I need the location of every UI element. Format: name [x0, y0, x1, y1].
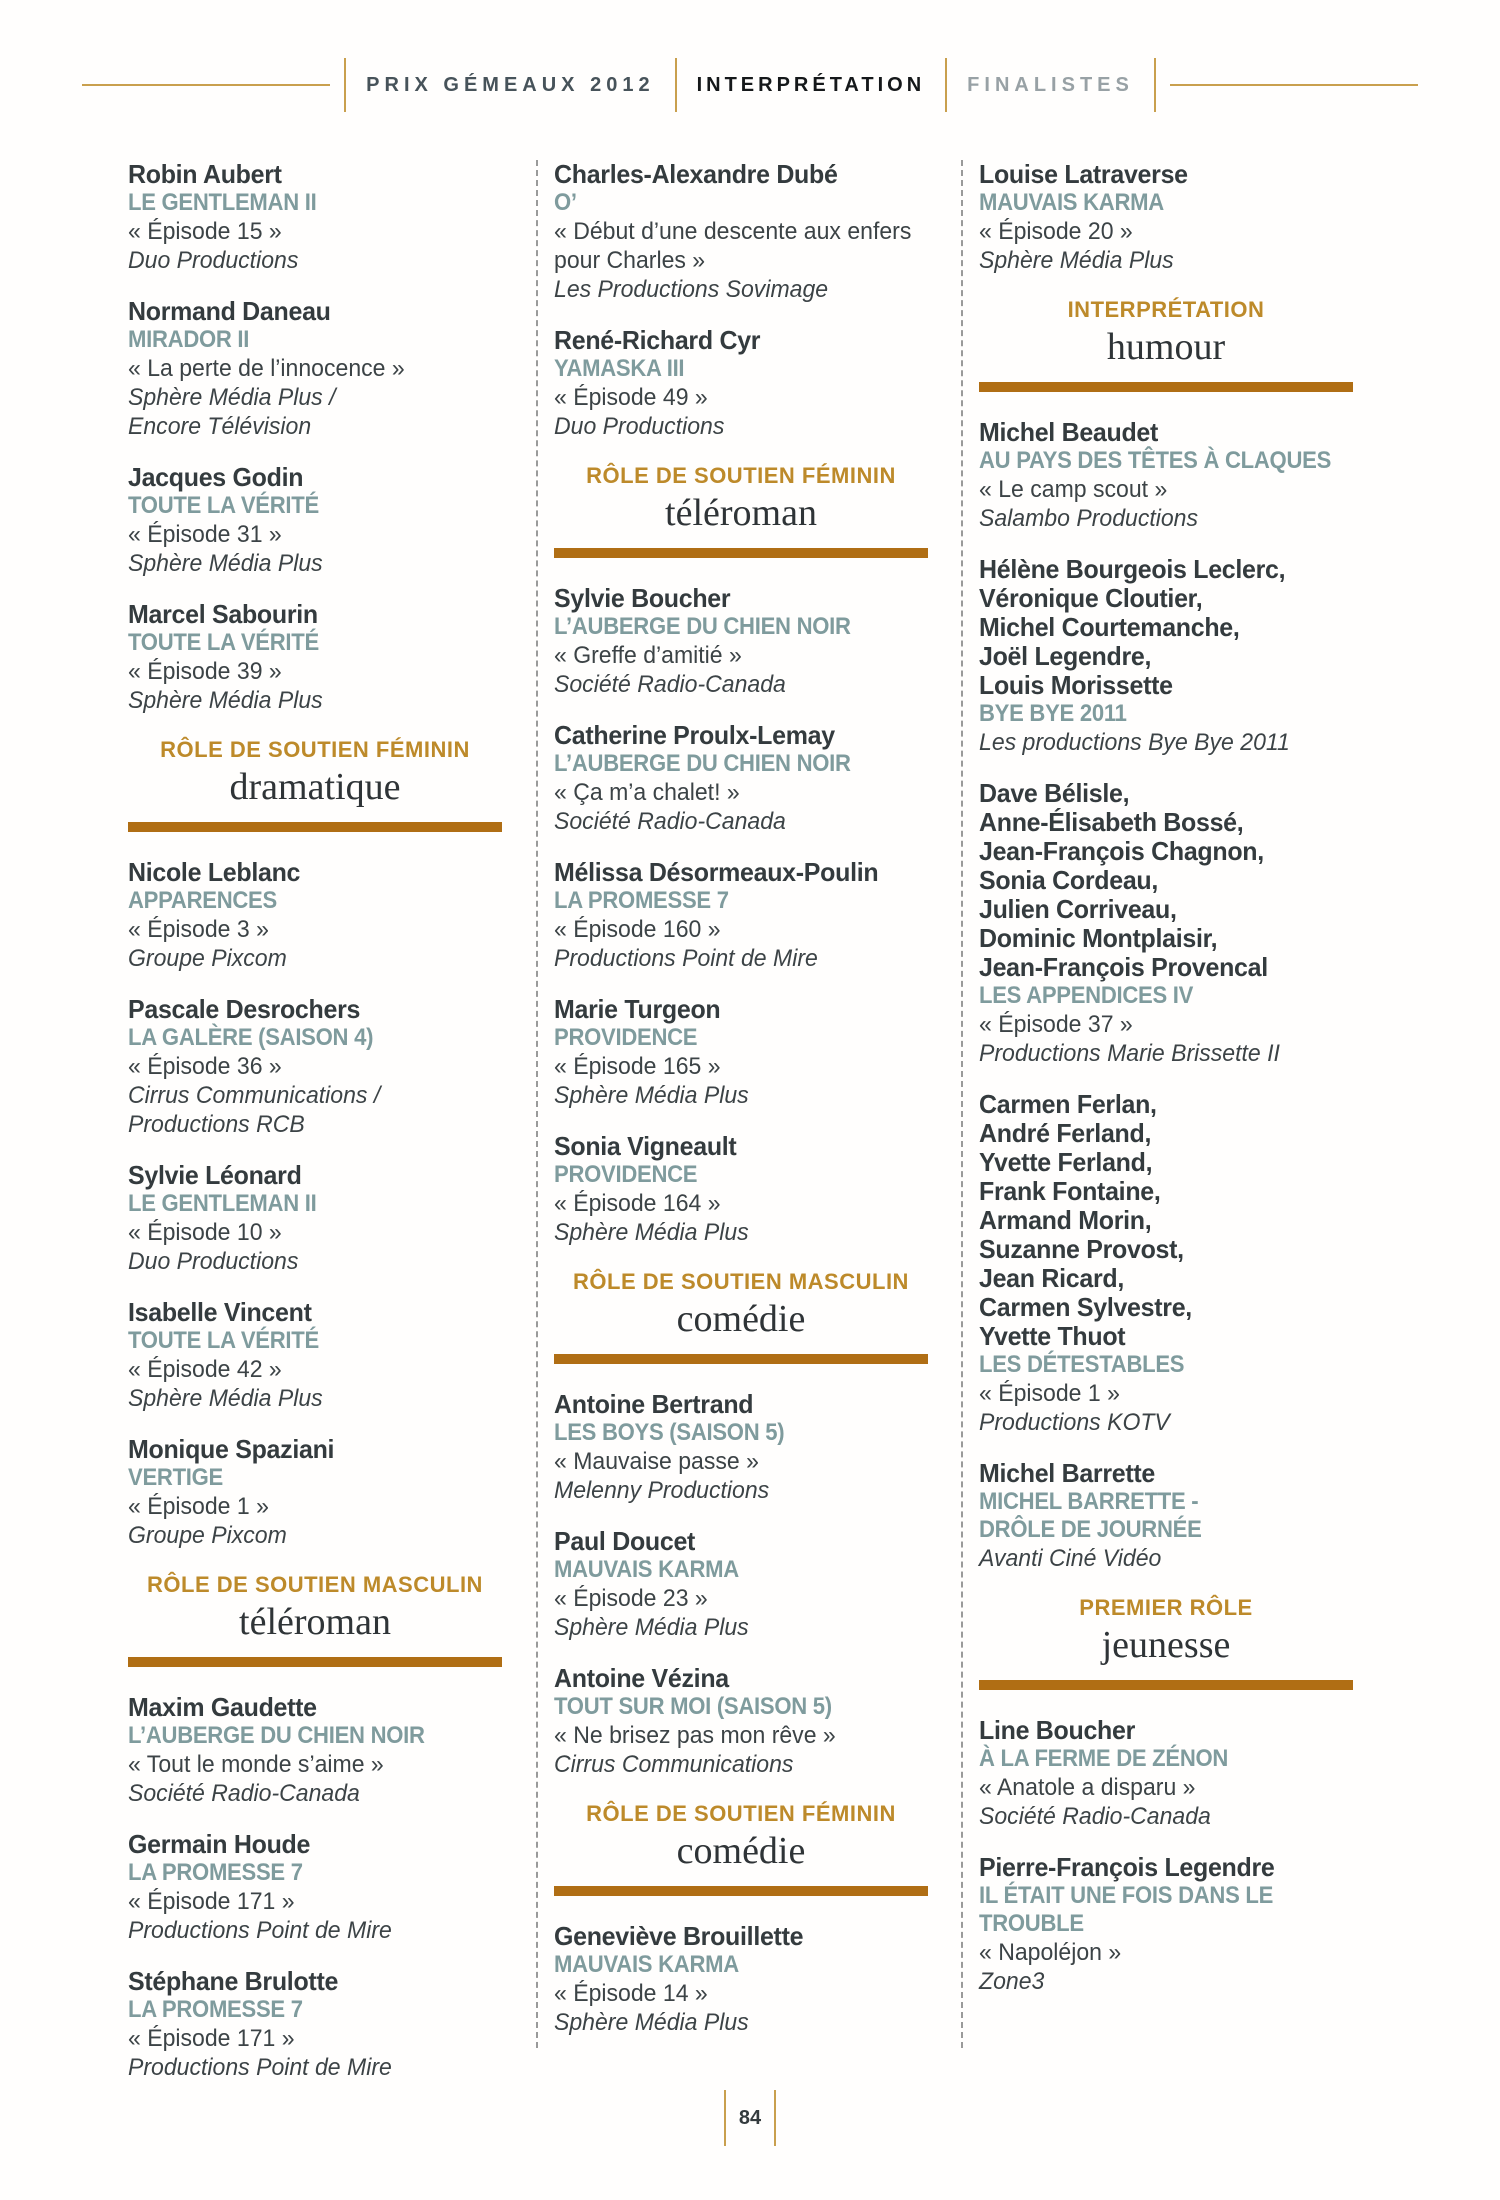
entry	[128, 600, 502, 715]
page-title: PRIX GÉMEAUX 2012	[366, 73, 655, 96]
entry	[128, 463, 502, 578]
entry	[979, 1853, 1353, 1996]
nominee-name: Pierre-François Legendre	[979, 1852, 1275, 1882]
entry	[554, 1922, 928, 2037]
column-divider	[961, 160, 963, 2048]
finalists-column	[128, 160, 502, 2104]
episode-title: « Ne brisez pas mon rêve »	[554, 1722, 836, 1749]
nominee-name: Geneviève Brouillette	[554, 1921, 804, 1951]
nominee-name: Paul Doucet	[554, 1526, 696, 1556]
production-company: Cirrus Communications /	[128, 1082, 381, 1109]
category-label: RÔLE DE SOUTIEN FÉMININ	[586, 1801, 896, 1826]
show-title: MAUVAIS KARMA	[554, 1951, 739, 1978]
entry	[554, 1664, 928, 1779]
header-rule-right	[1170, 84, 1418, 86]
finalists-column	[979, 160, 1353, 2018]
production-company: Productions Point de Mire	[128, 2054, 392, 2081]
production-company: Duo Productions	[554, 413, 725, 440]
category-rule	[128, 1657, 502, 1667]
category-genre: téléroman	[239, 1601, 391, 1643]
nominee-name: Anne-Élisabeth Bossé,	[979, 807, 1244, 837]
nominee-name: Hélène Bourgeois Leclerc,	[979, 554, 1286, 584]
finalists-column	[554, 160, 928, 2059]
show-title: L’AUBERGE DU CHIEN NOIR	[554, 750, 851, 777]
show-title: MAUVAIS KARMA	[979, 189, 1164, 216]
show-title: L’AUBERGE DU CHIEN NOIR	[554, 613, 851, 640]
production-company: Productions KOTV	[979, 1409, 1170, 1436]
nominee-name: Mélissa Désormeaux-Poulin	[554, 857, 879, 887]
show-title: LA PROMESSE 7	[128, 1859, 303, 1886]
nominee-name: Sylvie Boucher	[554, 583, 731, 613]
column-divider	[536, 160, 538, 2048]
nominee-name: Antoine Bertrand	[554, 1389, 754, 1419]
category-rule	[979, 382, 1353, 392]
episode-title: « Épisode 1 »	[128, 1493, 269, 1520]
category-genre: humour	[1106, 326, 1226, 368]
nominee-name: Yvette Ferland,	[979, 1147, 1153, 1177]
episode-title: « Épisode 36 »	[128, 1053, 282, 1080]
production-company: Encore Télévision	[128, 413, 312, 440]
nominee-name: Louise Latraverse	[979, 159, 1188, 189]
entry	[554, 995, 928, 1110]
show-title: MAUVAIS KARMA	[554, 1556, 739, 1583]
show-title: MIRADOR II	[128, 326, 250, 353]
show-title: IL ÉTAIT UNE FOIS DANS LE	[979, 1882, 1274, 1909]
category-rule	[979, 1680, 1353, 1690]
entry	[554, 326, 928, 441]
entry	[554, 160, 928, 304]
production-company: Sphère Média Plus /	[128, 384, 336, 411]
show-title: TOUTE LA VÉRITÉ	[128, 1327, 319, 1354]
episode-title: « Épisode 23 »	[554, 1585, 708, 1612]
production-company: Zone3	[979, 1968, 1045, 1995]
nominee-name: René-Richard Cyr	[554, 325, 761, 355]
nominee-name: Stéphane Brulotte	[128, 1966, 339, 1996]
episode-title: « Début d’une descente aux enfers	[554, 218, 912, 245]
nominee-name: Pascale Desrochers	[128, 994, 361, 1024]
show-title: YAMASKA III	[554, 355, 685, 382]
show-title: LES BOYS (SAISON 5)	[554, 1419, 785, 1446]
nominee-name: Jean Ricard,	[979, 1263, 1124, 1293]
nominee-name: Armand Morin,	[979, 1205, 1152, 1235]
category-label: RÔLE DE SOUTIEN FÉMININ	[586, 463, 896, 488]
nominee-name: Suzanne Provost,	[979, 1234, 1184, 1264]
nominee-name: Maxim Gaudette	[128, 1692, 317, 1722]
entry	[979, 160, 1353, 275]
episode-title: « Épisode 164 »	[554, 1190, 721, 1217]
show-title: MICHEL BARRETTE -	[979, 1488, 1199, 1515]
show-title: LA PROMESSE 7	[128, 1996, 303, 2023]
category-genre: jeunesse	[1101, 1624, 1231, 1666]
production-company: Avanti Ciné Vidéo	[979, 1545, 1162, 1572]
episode-title: « Épisode 42 »	[128, 1356, 282, 1383]
entry	[554, 721, 928, 836]
nominee-name: Isabelle Vincent	[128, 1297, 312, 1327]
nominee-name: Jean-François Provencal	[979, 952, 1268, 982]
show-title: TOUT SUR MOI (SAISON 5)	[554, 1693, 832, 1720]
show-title: TOUTE LA VÉRITÉ	[128, 492, 319, 519]
nominee-name: Normand Daneau	[128, 296, 331, 326]
nominee-name: Michel Barrette	[979, 1458, 1156, 1488]
category-genre: dramatique	[229, 766, 401, 808]
entry	[128, 297, 502, 441]
entry	[128, 995, 502, 1139]
production-company: Salambo Productions	[979, 505, 1199, 532]
production-company: Duo Productions	[128, 247, 299, 274]
episode-title: « Épisode 10 »	[128, 1219, 282, 1246]
production-company: Productions Point de Mire	[128, 1917, 392, 1944]
nominee-name: Sonia Vigneault	[554, 1131, 737, 1161]
entry	[554, 858, 928, 973]
production-company: Productions RCB	[128, 1111, 305, 1138]
show-title: VERTIGE	[128, 1464, 224, 1491]
show-title: LES APPENDICES IV	[979, 982, 1194, 1009]
category-section	[128, 1572, 502, 1667]
header-divider	[945, 58, 947, 112]
episode-title: « Épisode 160 »	[554, 916, 721, 943]
show-title: DRÔLE DE JOURNÉE	[979, 1516, 1202, 1543]
entry	[979, 1090, 1353, 1437]
category-rule	[554, 1886, 928, 1896]
show-title: O’	[554, 189, 577, 216]
category-section	[554, 463, 928, 558]
nominee-name: Carmen Ferlan,	[979, 1089, 1157, 1119]
episode-title: « Épisode 39 »	[128, 658, 282, 685]
show-title: PROVIDENCE	[554, 1024, 698, 1051]
entry	[554, 1390, 928, 1505]
show-title: AU PAYS DES TÊTES À CLAQUES	[979, 447, 1332, 474]
category-section	[128, 737, 502, 832]
production-company: Les productions Bye Bye 2011	[979, 729, 1290, 756]
episode-title: « Épisode 31 »	[128, 521, 282, 548]
nominee-name: Charles-Alexandre Dubé	[554, 159, 838, 189]
nominee-name: Frank Fontaine,	[979, 1176, 1161, 1206]
production-company: Productions Marie Brissette II	[979, 1040, 1280, 1067]
production-company: Sphère Média Plus	[554, 1219, 749, 1246]
nominee-name: Antoine Vézina	[554, 1663, 729, 1693]
page-subsection-title: FINALISTES	[967, 73, 1134, 96]
show-title: À LA FERME DE ZÉNON	[979, 1745, 1229, 1772]
page-section-title: INTERPRÉTATION	[696, 73, 926, 96]
episode-title: « Greffe d’amitié »	[554, 642, 742, 669]
episode-title: « Épisode 171 »	[128, 2025, 295, 2052]
episode-title: « Tout le monde s’aime »	[128, 1751, 384, 1778]
category-label: RÔLE DE SOUTIEN MASCULIN	[573, 1269, 909, 1294]
production-company: Productions Point de Mire	[554, 945, 818, 972]
category-section	[979, 1595, 1353, 1690]
nominee-name: Robin Aubert	[128, 159, 282, 189]
entry	[128, 1298, 502, 1413]
nominee-name: Louis Morissette	[979, 670, 1173, 700]
episode-title: « Épisode 14 »	[554, 1980, 708, 2007]
entry	[554, 1527, 928, 1642]
nominee-name: Catherine Proulx-Lemay	[554, 720, 835, 750]
entry	[128, 1830, 502, 1945]
category-label: PREMIER RÔLE	[1079, 1595, 1253, 1620]
entry	[554, 584, 928, 699]
production-company: Sphère Média Plus	[554, 2009, 749, 2036]
episode-title: « Épisode 165 »	[554, 1053, 721, 1080]
page-number: 84	[738, 2106, 762, 2129]
nominee-name: Jacques Godin	[128, 462, 304, 492]
show-title: APPARENCES	[128, 887, 277, 914]
nominee-name: Michel Beaudet	[979, 417, 1159, 447]
entry	[979, 555, 1353, 757]
entry	[979, 418, 1353, 533]
episode-title: « Épisode 37 »	[979, 1011, 1133, 1038]
production-company: Groupe Pixcom	[128, 1522, 287, 1549]
episode-title: « Épisode 3 »	[128, 916, 269, 943]
production-company: Société Radio-Canada	[554, 671, 786, 698]
show-title: BYE BYE 2011	[979, 700, 1127, 727]
nominee-name: Carmen Sylvestre,	[979, 1292, 1192, 1322]
show-title: TROUBLE	[979, 1910, 1084, 1937]
entry	[979, 1716, 1353, 1831]
header-rule-left	[82, 84, 330, 86]
nominee-name: Marcel Sabourin	[128, 599, 318, 629]
show-title: LE GENTLEMAN II	[128, 1190, 317, 1217]
nominee-name: André Ferland,	[979, 1118, 1152, 1148]
category-section	[554, 1801, 928, 1896]
production-company: Les Productions Sovimage	[554, 276, 829, 303]
nominee-name: Yvette Thuot	[979, 1321, 1126, 1351]
category-section	[979, 297, 1353, 392]
production-company: Sphère Média Plus	[979, 247, 1174, 274]
page-header	[0, 58, 1500, 112]
header-divider	[344, 58, 346, 112]
nominee-name: Dominic Montplaisir,	[979, 923, 1218, 953]
entry	[128, 858, 502, 973]
production-company: Sphère Média Plus	[128, 1385, 323, 1412]
category-rule	[128, 822, 502, 832]
episode-title: pour Charles »	[554, 247, 706, 274]
episode-title: « Épisode 1 »	[979, 1380, 1120, 1407]
show-title: LA PROMESSE 7	[554, 887, 729, 914]
entry	[128, 1693, 502, 1808]
category-label: RÔLE DE SOUTIEN FÉMININ	[160, 737, 470, 762]
nominee-name: Marie Turgeon	[554, 994, 721, 1024]
entry	[128, 160, 502, 275]
episode-title: « Ça m’a chalet! »	[554, 779, 740, 806]
production-company: Société Radio-Canada	[554, 808, 786, 835]
entry	[128, 1435, 502, 1550]
nominee-name: Dave Bélisle,	[979, 778, 1130, 808]
production-company: Melenny Productions	[554, 1477, 770, 1504]
nominee-name: Line Boucher	[979, 1715, 1136, 1745]
nominee-name: Michel Courtemanche,	[979, 612, 1240, 642]
nominee-name: Joël Legendre,	[979, 641, 1152, 671]
episode-title: « Napoléjon »	[979, 1939, 1122, 1966]
show-title: TOUTE LA VÉRITÉ	[128, 629, 319, 656]
category-rule	[554, 1354, 928, 1364]
episode-title: « Épisode 49 »	[554, 384, 708, 411]
category-genre: comédie	[676, 1830, 806, 1872]
category-label: RÔLE DE SOUTIEN MASCULIN	[147, 1572, 483, 1597]
footer-rule-right	[774, 2090, 776, 2146]
category-genre: comédie	[676, 1298, 806, 1340]
nominee-name: Sylvie Léonard	[128, 1160, 302, 1190]
show-title: L’AUBERGE DU CHIEN NOIR	[128, 1722, 425, 1749]
episode-title: « Le camp scout »	[979, 476, 1168, 503]
production-company: Cirrus Communications	[554, 1751, 794, 1778]
production-company: Sphère Média Plus	[554, 1082, 749, 1109]
episode-title: « Épisode 20 »	[979, 218, 1133, 245]
nominee-name: Julien Corriveau,	[979, 894, 1177, 924]
nominee-name: Nicole Leblanc	[128, 857, 301, 887]
production-company: Groupe Pixcom	[128, 945, 287, 972]
production-company: Sphère Média Plus	[128, 687, 323, 714]
entry	[128, 1967, 502, 2082]
entry	[979, 779, 1353, 1068]
header-divider	[675, 58, 677, 112]
nominee-name: Sonia Cordeau,	[979, 865, 1159, 895]
episode-title: « Épisode 171 »	[128, 1888, 295, 1915]
entry	[128, 1161, 502, 1276]
page-footer	[0, 2090, 1500, 2146]
show-title: LES DÉTESTABLES	[979, 1351, 1185, 1378]
nominee-name: Monique Spaziani	[128, 1434, 335, 1464]
category-section	[554, 1269, 928, 1364]
production-company: Sphère Média Plus	[128, 550, 323, 577]
category-label: INTERPRÉTATION	[1067, 297, 1265, 322]
production-company: Société Radio-Canada	[979, 1803, 1211, 1830]
nominee-name: Véronique Cloutier,	[979, 583, 1203, 613]
show-title: LA GALÈRE (SAISON 4)	[128, 1024, 374, 1051]
production-company: Sphère Média Plus	[554, 1614, 749, 1641]
episode-title: « Épisode 15 »	[128, 218, 282, 245]
episode-title: « Anatole a disparu »	[979, 1774, 1196, 1801]
nominee-name: Jean-François Chagnon,	[979, 836, 1264, 866]
production-company: Duo Productions	[128, 1248, 299, 1275]
entry	[554, 1132, 928, 1247]
entry	[979, 1459, 1353, 1573]
show-title: PROVIDENCE	[554, 1161, 698, 1188]
category-genre: téléroman	[665, 492, 817, 534]
episode-title: « La perte de l’innocence »	[128, 355, 405, 382]
category-rule	[554, 548, 928, 558]
nominee-name: Germain Houde	[128, 1829, 311, 1859]
production-company: Société Radio-Canada	[128, 1780, 360, 1807]
show-title: LE GENTLEMAN II	[128, 189, 317, 216]
episode-title: « Mauvaise passe »	[554, 1448, 759, 1475]
header-divider	[1154, 58, 1156, 112]
